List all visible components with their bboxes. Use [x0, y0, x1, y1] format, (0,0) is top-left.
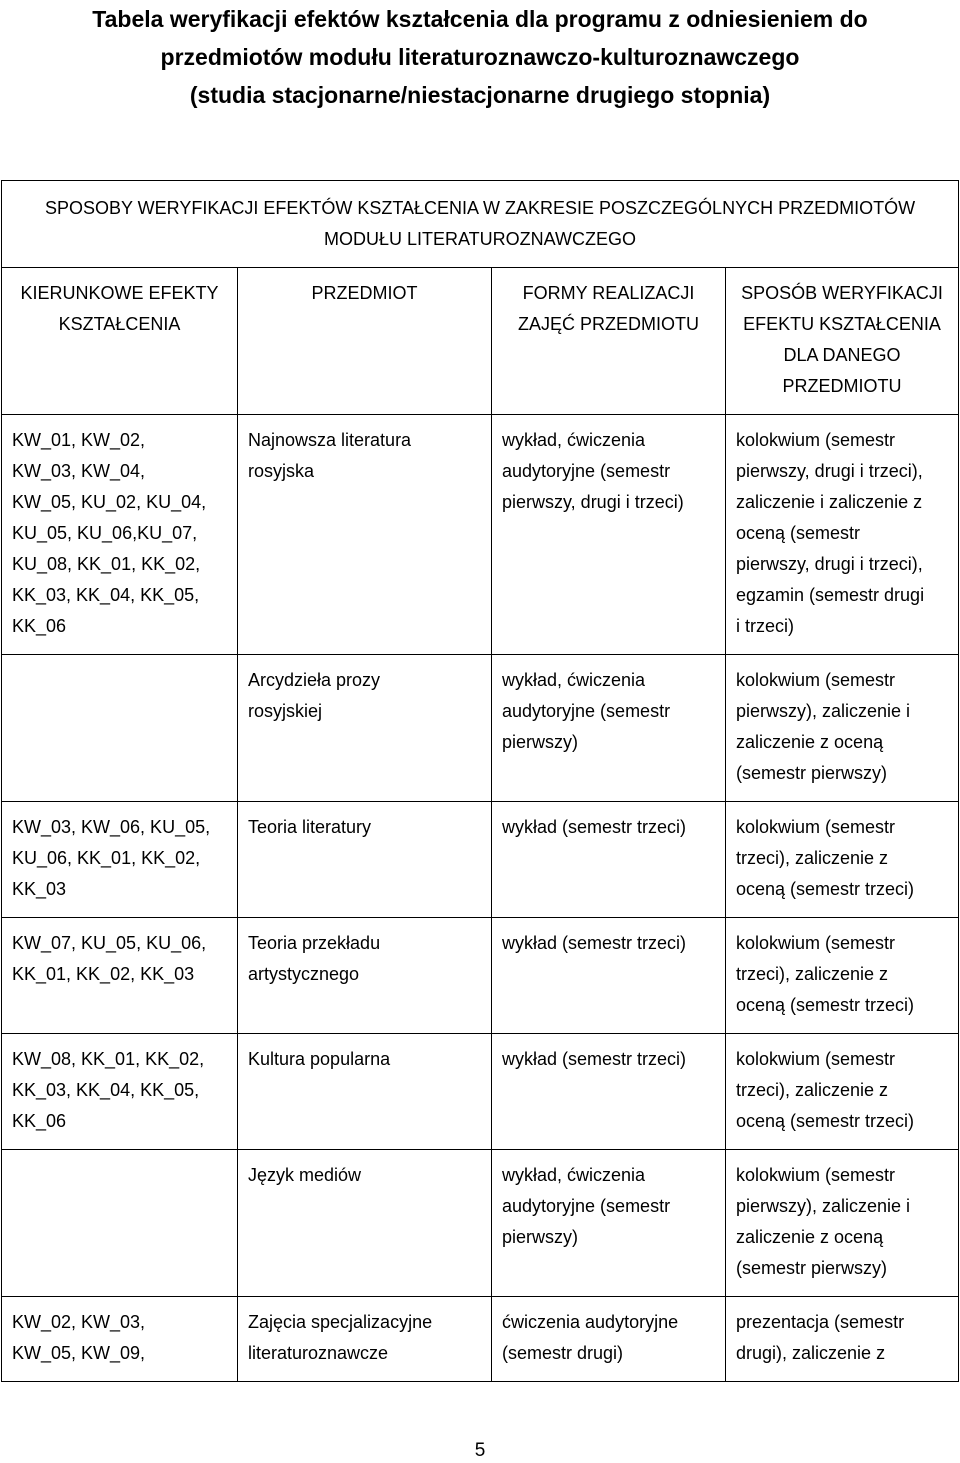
section-header-line-1: SPOSOBY WERYFIKACJI EFEKTÓW KSZTAŁCENIA W ZAKRESIE POSZCZEGÓLNYCH PRZEDMIOTÓW: [44, 198, 916, 218]
subject-cell: [238, 1297, 492, 1382]
column-header-verification: [726, 268, 959, 415]
cell-text: KW_07, KU_05, KU_06,: [12, 933, 207, 953]
cell-text: wykład, ćwiczenia: [502, 1165, 646, 1185]
column-header-text: PRZEDMIOTU: [782, 376, 902, 396]
cell-text: oceną (semestr trzeci): [736, 879, 915, 899]
cell-text: i trzeci): [736, 616, 794, 636]
cell-text: oceną (semestr trzeci): [736, 995, 915, 1015]
cell-text: Kultura popularna: [248, 1049, 391, 1069]
cell-text: prezentacja (semestr: [736, 1312, 905, 1332]
verification-cell: [726, 802, 959, 918]
table-row: [2, 415, 959, 655]
verification-cell: [726, 1034, 959, 1150]
cell-text: KU_08, KK_01, KK_02,: [12, 554, 201, 574]
forms-cell: [492, 655, 726, 802]
table-row: [2, 1150, 959, 1297]
forms-cell: [492, 802, 726, 918]
cell-text: rosyjskiej: [248, 701, 323, 721]
section-header-line-2: MODUŁU LITERATUROZNAWCZEGO: [323, 229, 636, 249]
cell-text: KW_01, KW_02,: [12, 430, 146, 450]
cell-text: pierwszy): [502, 732, 579, 752]
title-line-2: przedmiotów modułu literaturoznawczo-kulturoznawczego: [160, 44, 800, 70]
section-header-row: [2, 181, 959, 268]
cell-text: KW_03, KW_04,: [12, 461, 146, 481]
effects-cell: [2, 918, 238, 1034]
column-header-subject: [238, 268, 492, 415]
verification-cell: [726, 655, 959, 802]
cell-text: audytoryjne (semestr: [502, 1196, 671, 1216]
column-header-text: ZAJĘĆ PRZEDMIOTU: [517, 314, 699, 334]
cell-text: KU_05, KU_06,KU_07,: [12, 523, 198, 543]
cell-text: rosyjska: [248, 461, 315, 481]
cell-text: KW_03, KW_06, KU_05,: [12, 817, 211, 837]
cell-text: KK_03: [12, 879, 67, 899]
cell-text: audytoryjne (semestr: [502, 701, 671, 721]
verification-cell: [726, 415, 959, 655]
table-row: [2, 802, 959, 918]
cell-text: wykład (semestr trzeci): [502, 1049, 687, 1069]
verification-cell: [726, 1150, 959, 1297]
effects-cell: [2, 655, 238, 802]
table-row: [2, 918, 959, 1034]
subject-cell: [238, 918, 492, 1034]
cell-text: Zajęcia specjalizacyjne: [248, 1312, 433, 1332]
cell-text: (semestr pierwszy): [736, 763, 888, 783]
subject-cell: [238, 415, 492, 655]
cell-text: KK_06: [12, 616, 67, 636]
cell-text: KK_03, KK_04, KK_05,: [12, 1080, 200, 1100]
cell-text: trzeci), zaliczenie z: [736, 848, 889, 868]
cell-text: zaliczenie z oceną: [736, 1227, 884, 1247]
cell-text: drugi), zaliczenie z: [736, 1343, 886, 1363]
cell-text: kolokwium (semestr: [736, 933, 896, 953]
cell-text: (semestr pierwszy): [736, 1258, 888, 1278]
cell-text: audytoryjne (semestr: [502, 461, 671, 481]
cell-text: Język mediów: [248, 1165, 362, 1185]
document-title: [0, 0, 960, 114]
cell-text: pierwszy), zaliczenie i: [736, 1196, 911, 1216]
cell-text: KK_03, KK_04, KK_05,: [12, 585, 200, 605]
cell-text: (semestr drugi): [502, 1343, 624, 1363]
forms-cell: [492, 1034, 726, 1150]
verification-cell: [726, 1297, 959, 1382]
cell-text: KU_06, KK_01, KK_02,: [12, 848, 201, 868]
cell-text: kolokwium (semestr: [736, 430, 896, 450]
cell-text: egzamin (semestr drugi: [736, 585, 925, 605]
section-header: [2, 181, 959, 268]
table-row: [2, 1034, 959, 1150]
cell-text: KK_01, KK_02, KK_03: [12, 964, 195, 984]
column-header-text: DLA DANEGO: [783, 345, 901, 365]
cell-text: trzeci), zaliczenie z: [736, 964, 889, 984]
cell-text: Arcydzieła prozy: [248, 670, 381, 690]
table-row: [2, 1297, 959, 1382]
cell-text: KK_06: [12, 1111, 67, 1131]
cell-text: KW_08, KK_01, KK_02,: [12, 1049, 205, 1069]
cell-text: pierwszy): [502, 1227, 579, 1247]
cell-text: KW_05, KU_02, KU_04,: [12, 492, 207, 512]
cell-text: KW_02, KW_03,: [12, 1312, 146, 1332]
cell-text: oceną (semestr trzeci): [736, 1111, 915, 1131]
forms-cell: [492, 1297, 726, 1382]
cell-text: wykład, ćwiczenia: [502, 430, 646, 450]
cell-text: wykład (semestr trzeci): [502, 933, 687, 953]
column-header-text: SPOSÓB WERYFIKACJI: [741, 283, 943, 303]
forms-cell: [492, 1150, 726, 1297]
cell-text: trzeci), zaliczenie z: [736, 1080, 889, 1100]
cell-text: wykład (semestr trzeci): [502, 817, 687, 837]
effects-cell: [2, 415, 238, 655]
effects-cell: [2, 1297, 238, 1382]
cell-text: kolokwium (semestr: [736, 1049, 896, 1069]
table-row: [2, 655, 959, 802]
cell-text: literaturoznawcze: [248, 1343, 389, 1363]
cell-text: pierwszy, drugi i trzeci): [502, 492, 684, 512]
cell-text: artystycznego: [248, 964, 360, 984]
cell-text: kolokwium (semestr: [736, 1165, 896, 1185]
column-header-text: KSZTAŁCENIA: [58, 314, 181, 334]
subject-cell: [238, 1034, 492, 1150]
cell-text: Teoria literatury: [248, 817, 372, 837]
effects-cell: [2, 802, 238, 918]
cell-text: wykład, ćwiczenia: [502, 670, 646, 690]
cell-text: Najnowsza literatura: [248, 430, 412, 450]
effects-cell: [2, 1034, 238, 1150]
cell-text: ćwiczenia audytoryjne: [502, 1312, 679, 1332]
cell-text: zaliczenie z oceną: [736, 732, 884, 752]
effects-cell: [2, 1150, 238, 1297]
column-header-text: EFEKTU KSZTAŁCENIA: [743, 314, 941, 334]
cell-text: kolokwium (semestr: [736, 817, 896, 837]
subject-cell: [238, 655, 492, 802]
verification-cell: [726, 918, 959, 1034]
cell-text: Teoria przekładu: [248, 933, 381, 953]
cell-text: zaliczenie i zaliczenie z: [736, 492, 923, 512]
cell-text: KW_05, KW_09,: [12, 1343, 146, 1363]
column-header-text: FORMY REALIZACJI: [522, 283, 695, 303]
cell-text: pierwszy, drugi i trzeci),: [736, 554, 923, 574]
column-header-text: PRZEDMIOT: [311, 283, 418, 303]
verification-table: [1, 180, 959, 1382]
column-header-text: KIERUNKOWE EFEKTY: [20, 283, 219, 303]
forms-cell: [492, 918, 726, 1034]
cell-text: oceną (semestr: [736, 523, 861, 543]
cell-text: pierwszy, drugi i trzeci),: [736, 461, 923, 481]
forms-cell: [492, 415, 726, 655]
title-line-3: (studia stacjonarne/niestacjonarne drugiego stopnia): [189, 82, 771, 108]
page-number: 5: [474, 1440, 486, 1461]
subject-cell: [238, 1150, 492, 1297]
subject-cell: [238, 802, 492, 918]
cell-text: kolokwium (semestr: [736, 670, 896, 690]
title-line-1: Tabela weryfikacji efektów kształcenia dla programu z odniesieniem do: [92, 6, 868, 32]
column-header-row: [2, 268, 959, 415]
column-header-forms: [492, 268, 726, 415]
cell-text: pierwszy), zaliczenie i: [736, 701, 911, 721]
column-header-effects: [2, 268, 238, 415]
